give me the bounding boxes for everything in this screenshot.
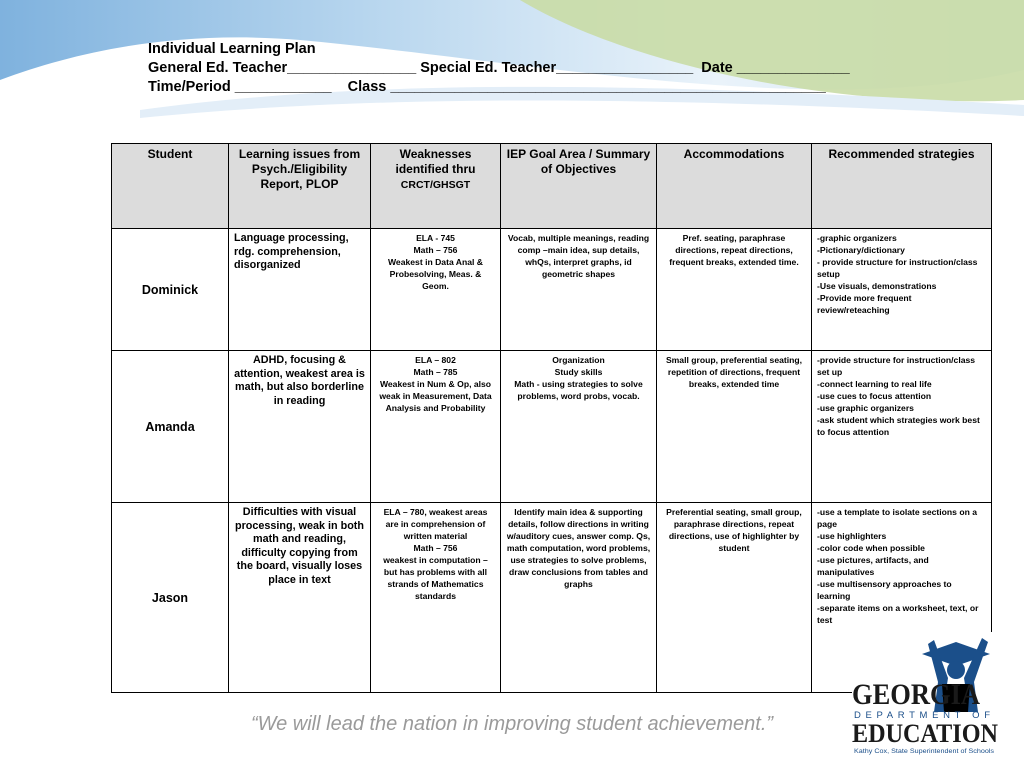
- strategy-item: - provide structure for instruction/class setup: [817, 257, 978, 279]
- strategy-item: -use pictures, artifacts, and manipulatives: [817, 555, 929, 577]
- weakness-line: ELA - 745: [416, 233, 455, 243]
- learning-issues: ADHD, focusing & attention, weakest area is math, but also borderline in reading: [229, 351, 371, 503]
- plan-header: [148, 40, 850, 97]
- table-row: [112, 351, 992, 503]
- table-header-row: [112, 144, 992, 229]
- iep-goals: [501, 351, 657, 503]
- strategy-item: -use cues to focus attention: [817, 391, 932, 401]
- weakness-line: Weakest in Data Anal & Probesolving, Meas. & Geom.: [387, 257, 484, 291]
- strategy-item: -ask student which strategies work best to focus attention: [817, 415, 980, 437]
- strategies: [812, 229, 992, 351]
- column-header-iep-goal: IEP Goal Area / Summary of Objectives: [501, 144, 657, 229]
- column-header-student: Student: [112, 144, 229, 229]
- column-header-strategies: Recommended strategies: [812, 144, 992, 229]
- strategy-item: -graphic organizers: [817, 233, 897, 243]
- learning-plan-table: [111, 143, 992, 693]
- goal-line: Organization: [552, 355, 605, 365]
- teacher-date-line: General Ed. Teacher________________ Special Ed. Teacher_________________ Date ______________: [148, 60, 850, 76]
- strategy-item: -Use visuals, demonstrations: [817, 281, 937, 291]
- logo-education: EDUCATION: [852, 719, 999, 748]
- student-name: Jason: [112, 503, 229, 693]
- strategy-item: -use highlighters: [817, 531, 887, 541]
- strategy-item: -use multisensory approaches to learning: [817, 579, 952, 601]
- strategy-item: -use graphic organizers: [817, 403, 914, 413]
- weaknesses: [371, 229, 501, 351]
- student-name: Amanda: [112, 351, 229, 503]
- georgia-doe-logo: [852, 632, 1002, 757]
- logo-georgia: GEORGIA: [852, 678, 981, 711]
- column-header-learning-issues: Learning issues from Psych./Eligibility Report, PLOP: [229, 144, 371, 229]
- strategies: [812, 351, 992, 503]
- learning-issues: Language processing, rdg. comprehension, disorganized: [229, 229, 371, 351]
- weakness-line: ELA – 802: [415, 355, 456, 365]
- weaknesses: [371, 503, 501, 693]
- plan-title: Individual Learning Plan: [148, 41, 316, 57]
- column-header-accommodations: Accommodations: [657, 144, 812, 229]
- weakness-line: Math – 756: [413, 245, 458, 255]
- strategy-item: -Pictionary/dictionary: [817, 245, 905, 255]
- weakness-line: Math – 756: [413, 543, 458, 553]
- goal-line: Study skills: [554, 367, 603, 377]
- strategy-item: -provide structure for instruction/class set up: [817, 355, 976, 377]
- table-row: [112, 229, 992, 351]
- goal-line: Math - using strategies to solve problems, word probs, vocab.: [514, 379, 643, 401]
- accommodations: Pref. seating, paraphrase directions, repeat directions, frequent breaks, extended time.: [657, 229, 812, 351]
- iep-goals: Identify main idea & supporting details, follow directions in writing w/auditory cues, answer comp. Qs, math computation, word problems, use strategies to solve problems, draw conclusions from tables and graphs: [501, 503, 657, 693]
- accommodations: Small group, preferential seating, repetition of directions, frequent breaks, extended time: [657, 351, 812, 503]
- weakness-line: Weakest in Num & Op, also weak in Measurement, Data Analysis and Probability: [379, 379, 492, 413]
- accommodations: Preferential seating, small group, paraphrase directions, repeat directions, use of highlighter by student: [657, 503, 812, 693]
- period-class-line: Time/Period ____________ Class ______________________________________________________: [148, 79, 826, 95]
- weakness-line: Math – 785: [413, 367, 458, 377]
- learning-issues: Difficulties with visual processing, weak in both math and reading, difficulty copying from the board, visually loses place in text: [229, 503, 371, 693]
- weaknesses-sub: CRCT/GHSGT: [400, 179, 471, 191]
- logo-department: DEPARTMENT OF: [854, 710, 990, 721]
- weakness-line: weakest in computation – but has problems with all strands of Mathematics standards: [383, 555, 488, 601]
- weaknesses: [371, 351, 501, 503]
- strategy-item: -connect learning to real life: [817, 379, 932, 389]
- mission-quote: “We will lead the nation in improving student achievement.”: [250, 713, 774, 735]
- weakness-line: ELA – 780, weakest areas are in comprehension of written material: [383, 507, 488, 541]
- weaknesses-title: Weaknesses identified thru: [395, 147, 476, 176]
- strategy-item: -Provide more frequent review/reteaching: [817, 293, 912, 315]
- column-header-weaknesses: [371, 144, 501, 229]
- iep-goals: Vocab, multiple meanings, reading comp –main idea, sup details, whQs, interpret graphs, id geometric shapes: [501, 229, 657, 351]
- student-name: Dominick: [112, 229, 229, 351]
- logo-caption: Kathy Cox, State Superintendent of Schools: [854, 748, 995, 755]
- strategy-item: -color code when possible: [817, 543, 925, 553]
- strategy-item: -separate items on a worksheet, text, or test: [817, 603, 979, 625]
- strategy-item: -use a template to isolate sections on a page: [817, 507, 977, 529]
